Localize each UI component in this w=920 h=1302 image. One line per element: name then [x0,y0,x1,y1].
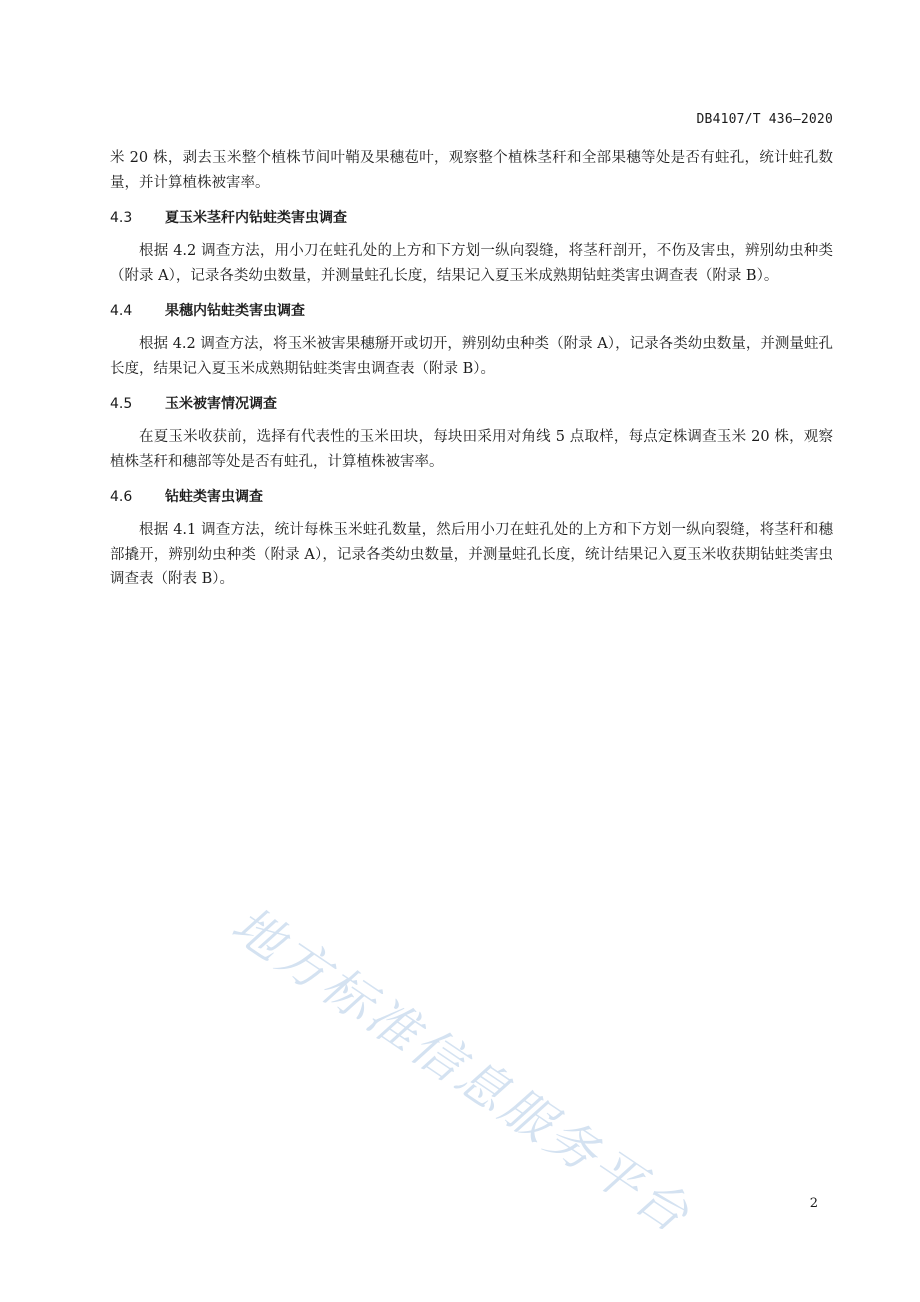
section-4-3 [110,208,833,288]
watermark: 地方标准信息服务平台 [221,895,702,1246]
section-4-6 [110,487,833,592]
section-heading [110,487,833,507]
section-4-5 [110,394,833,474]
section-heading [110,394,833,414]
page-number: 2 [809,1196,818,1211]
document-code: DB4107/T 436—2020 [696,112,833,127]
section-number: 4.4 [110,303,133,319]
section-number: 4.5 [110,396,133,412]
section-body: 根据 4.2 调查方法，用小刀在蛀孔处的上方和下方划一纵向裂缝，将茎秆剖开，不伤及害虫，辨别幼虫种类（附录 A），记录各类幼虫数量，并测量蛀孔长度，结果记入夏玉米成熟期钻蛀类害虫调查表（附录 B）。 [110,243,833,284]
section-4-4 [110,301,833,381]
intro-paragraph: 米 20 株，剥去玉米整个植株节间叶鞘及果穗苞叶，观察整个植株茎秆和全部果穗等处是否有蛀孔，统计蛀孔数量，并计算植株被害率。 [110,150,833,191]
section-title: 玉米被害情况调查 [165,396,277,412]
section-number: 4.3 [110,210,133,226]
section-title: 夏玉米茎秆内钻蛀类害虫调查 [165,210,347,226]
section-heading [110,301,833,321]
section-body: 根据 4.2 调查方法，将玉米被害果穗掰开或切开，辨别幼虫种类（附录 A），记录各类幼虫数量，并测量蛀孔长度，结果记入夏玉米成熟期钻蛀类害虫调查表（附录 B）。 [110,336,833,377]
section-title: 钻蛀类害虫调查 [165,489,263,505]
section-body: 根据 4.1 调查方法，统计每株玉米蛀孔数量，然后用小刀在蛀孔处的上方和下方划一纵向裂缝，将茎秆和穗部撬开，辨别幼虫种类（附录 A），记录各类幼虫数量，并测量蛀孔长度，统计结果记入夏玉米收获期钻蛀类害虫调查表（附表 B）。 [110,522,833,587]
document-body [110,146,833,592]
section-number: 4.6 [110,489,133,505]
section-title: 果穗内钻蛀类害虫调查 [165,303,305,319]
section-heading [110,208,833,228]
section-body: 在夏玉米收获前，选择有代表性的玉米田块，每块田采用对角线 5 点取样，每点定株调查玉米 20 株，观察植株茎秆和穗部等处是否有蛀孔，计算植株被害率。 [110,429,833,470]
